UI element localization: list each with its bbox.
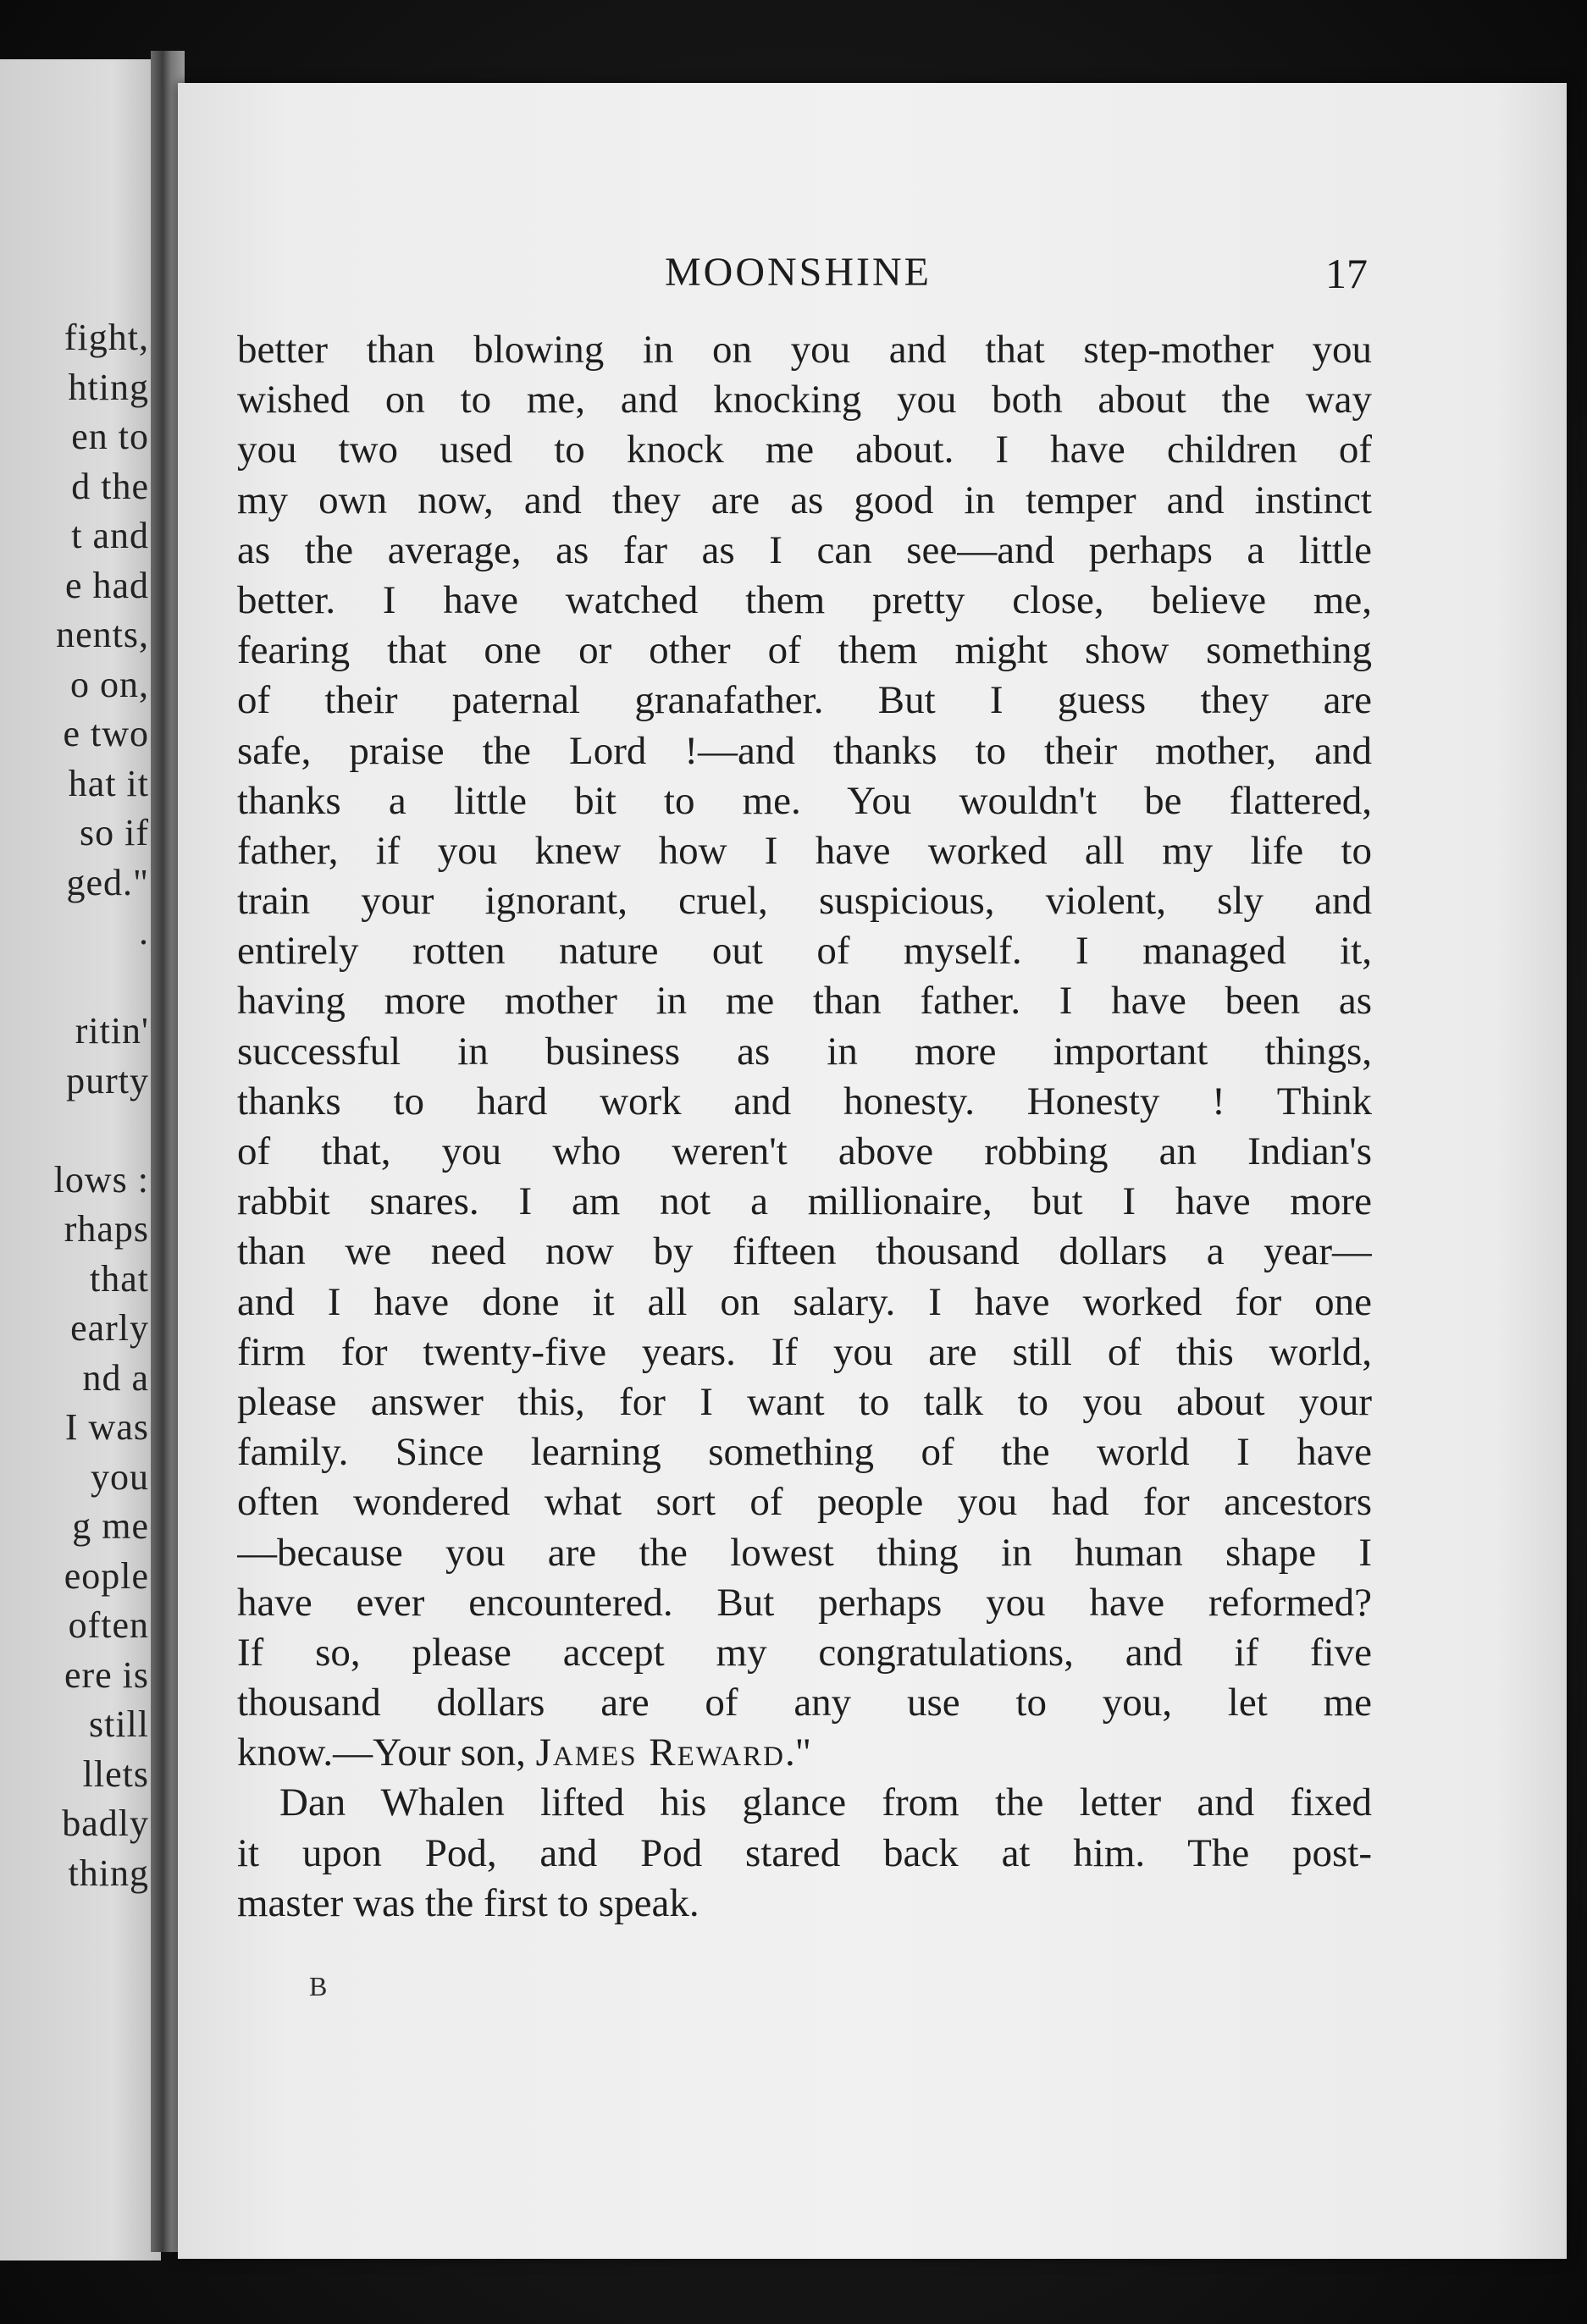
previous-page-line: e had [64,564,149,606]
text-line: firm for twenty-five years. If you are still of this world, [237,1329,1372,1374]
previous-page-line: eople [64,1554,149,1597]
narration-paragraph [237,1778,1372,1929]
previous-page-line: . [139,911,149,952]
text-line: If so, please accept my congratulations, and if five [237,1630,1372,1675]
previous-page-line: ere is [64,1653,149,1696]
previous-page-line: ritin' [75,1010,149,1052]
previous-page-line: badly [62,1802,149,1844]
previous-page-line: purty [66,1059,149,1101]
previous-page-line: ged." [66,861,149,903]
text-line: better than blowing in on you and that step-mother you [237,328,1372,372]
previous-page-line: lows : [53,1158,149,1201]
text-line: thanks a little bit to me. You wouldn't be flattered, [237,778,1372,823]
previous-page-line: hting [68,366,149,408]
text-line: father, if you knew how I have worked all my life to [237,828,1372,873]
text-line: of that, you who weren't above robbing an Indian's [237,1129,1372,1173]
previous-page-line: so if [80,812,149,853]
text-line: have ever encountered. But perhaps you have reformed? [237,1580,1372,1625]
text-line: as the average, as far as I can see—and perhaps a little [237,527,1372,572]
running-head [178,249,1567,308]
previous-page-line: nents, [56,614,149,655]
previous-page-line: nd a [82,1356,149,1399]
text-line: of their paternal granafather. But I guess they are [237,678,1372,723]
previous-page-line: fight, [64,317,149,358]
previous-page-line: e two [63,713,149,754]
body-text [237,325,1372,1929]
printer-signature-mark: B [309,1971,328,2001]
letter-closing-line [237,1728,1372,1778]
text-line: successful in business as in more important things, [237,1029,1372,1074]
page-number: 17 [1325,250,1368,297]
text-line: entirely rotten nature out of myself. I managed it, [237,929,1372,974]
letter-paragraph [237,325,1372,1728]
page-title: MOONSHINE [665,250,932,295]
previous-page-line: early [70,1307,149,1349]
previous-page-line [54,1106,149,1156]
text-line: fearing that one or other of them might show something [237,628,1372,673]
previous-page-line: en to [71,416,149,457]
previous-page-text [54,313,149,1898]
text-line: thanks to hard work and honesty. Honesty ! Think [237,1079,1372,1123]
text-line: thousand dollars are of any use to you, let me [237,1681,1372,1725]
previous-page-line: rhaps [64,1208,149,1250]
previous-page-line: that [90,1257,149,1300]
text-line: it upon Pod, and Pod stared back at him. The post- [237,1830,1372,1875]
letter-closing-prefix: know.—Your son, [237,1731,536,1775]
previous-page-line: t and [71,515,149,556]
previous-page-line: g me [72,1505,149,1547]
text-line: often wondered what sort of people you had for ancestors [237,1480,1372,1525]
text-line: family. Since learning something of the world I have [237,1430,1372,1475]
text-line: Dan Whalen lifted his glance from the letter and fixed [279,1780,1372,1825]
text-line: safe, praise the Lord !—and thanks to their mother, and [237,728,1372,773]
previous-page-line: still [88,1703,149,1745]
previous-page-line: hat it [68,762,149,804]
text-line: —because you are the lowest thing in human shape I [237,1530,1372,1575]
previous-page-line: llets [82,1753,149,1795]
previous-page-line: often [68,1604,149,1646]
previous-page-line: o on, [70,663,149,705]
text-line: having more mother in me than father. I have been as [237,979,1372,1024]
previous-page-line: thing [68,1852,149,1894]
text-line: train your ignorant, cruel, suspicious, violent, sly and [237,879,1372,924]
text-line: rabbit snares. I am not a millionaire, but I have more [237,1179,1372,1224]
text-line: please answer this, for I want to talk to you about your [237,1379,1372,1424]
previous-page-line: I was [64,1406,149,1448]
previous-page-line: you [91,1455,149,1498]
text-line: better. I have watched them pretty close, believe me, [237,577,1372,622]
previous-page-sliver [0,59,161,2261]
letter-signature: James Reward [535,1731,785,1775]
text-line: my own now, and they are as good in temper and instinct [237,477,1372,522]
text-line: wished on to me, and knocking you both about the way [237,378,1372,422]
letter-closing-suffix: ." [784,1731,811,1775]
text-line: and I have done it all on salary. I have worked for one [237,1279,1372,1324]
book-page [178,83,1567,2259]
text-line: than we need now by fifteen thousand dollars a year— [237,1229,1372,1274]
previous-page-line: d the [71,465,149,507]
text-line: you two used to knock me about. I have children of [237,428,1372,472]
text-line: master was the first to speak. [237,1880,699,1925]
previous-page-line [54,958,149,1007]
